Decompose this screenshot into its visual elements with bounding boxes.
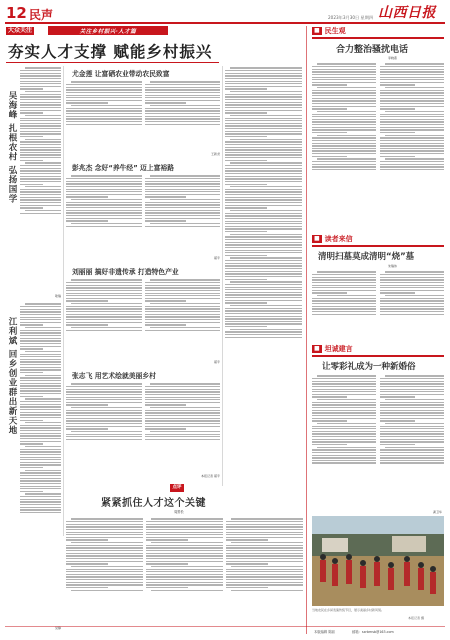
section-header-reader-letter xyxy=(312,234,353,243)
article-author: 本报记者 郝辛 xyxy=(201,474,220,478)
page-divider xyxy=(306,26,307,634)
comment-tag: 点评 xyxy=(170,484,184,492)
side-article-title: 吴海峰 扎根农村 弘扬国学 xyxy=(7,91,17,204)
comment-author: 周景松 xyxy=(174,510,184,514)
ribbon-text: 关注乡村振兴·人才篇 xyxy=(79,28,137,35)
article-liu-lili xyxy=(66,264,220,364)
section-header-advice xyxy=(312,344,353,353)
section-tag: ■ xyxy=(314,234,320,242)
article-title: 张志飞 用艺术绘就美丽乡村 xyxy=(72,372,156,380)
comment-body xyxy=(66,517,143,630)
news-photo xyxy=(312,516,444,606)
masthead-logo: 山西日报 xyxy=(378,5,436,21)
editor-line: 本版编辑 陈丽 xyxy=(314,630,335,634)
comment-body xyxy=(226,517,303,630)
article-yu-jinlian xyxy=(66,66,220,156)
section-title: 读者来信 xyxy=(324,234,353,243)
side-article-2 xyxy=(6,302,61,632)
section-tag: 大众关注 xyxy=(8,26,33,34)
article-body xyxy=(145,382,220,472)
article-title: 让零彩礼成为一种新婚俗 xyxy=(322,362,416,372)
photo-caption: 当地农民在乡间表演传统节目，展示美丽乡村新风貌。 xyxy=(312,608,385,612)
article-author: 郝辛 xyxy=(213,256,220,260)
comment-body xyxy=(146,517,223,630)
article-body xyxy=(66,174,142,254)
article-title: 清明扫墓莫成清明“烧”墓 xyxy=(318,252,415,262)
article-body xyxy=(145,174,220,254)
article-body xyxy=(66,382,142,472)
comment-title: 紧紧抓住人才这个关键 xyxy=(101,498,206,509)
section-tag: ■ xyxy=(314,26,320,34)
article-author: 王新尧 xyxy=(210,152,220,156)
article-body xyxy=(380,62,444,228)
section-rule xyxy=(312,37,444,39)
header-rule xyxy=(5,22,445,24)
contact-line: 邮箱：sxrbmsb@163.com xyxy=(352,630,394,634)
section-header-public-focus xyxy=(6,26,34,35)
article-body xyxy=(225,66,302,480)
article-peng-zhaojie xyxy=(66,160,220,260)
side-article-author: 吴静 xyxy=(54,626,61,630)
article-body xyxy=(20,302,61,624)
article-author: 郝辛 xyxy=(213,360,220,364)
section-title: 民生观 xyxy=(324,26,346,35)
headline-rule xyxy=(6,62,219,63)
article-body xyxy=(66,278,142,358)
article-body xyxy=(312,374,376,510)
article-title: 刘丽丽 搞好非遗传承 打造特色产业 xyxy=(72,268,179,276)
article-title: 合力整治骚扰电话 xyxy=(336,45,409,55)
article-body xyxy=(66,80,142,150)
footer-rule xyxy=(5,626,445,627)
article-body xyxy=(145,80,220,150)
page-headline: 夯实人才支撑 赋能乡村振兴 xyxy=(8,43,213,61)
section-rule xyxy=(312,245,444,247)
article-zhang-zhifei xyxy=(66,368,220,478)
column-divider xyxy=(222,66,223,486)
section-header-minsheng xyxy=(312,26,346,35)
article-title: 尤金莲 让富硒农业带动农民致富 xyxy=(72,70,170,78)
side-article-title: 江利斌 回乡创业群出新天地 xyxy=(7,317,17,435)
topic-ribbon xyxy=(48,26,168,35)
article-body xyxy=(380,270,444,340)
section-tag: ■ xyxy=(314,344,320,352)
page-number: 12 xyxy=(6,4,27,22)
section-name: 民声 xyxy=(29,8,54,22)
article-body xyxy=(20,66,61,292)
article-title: 彭兆杰 念好“养牛经” 迈上富裕路 xyxy=(72,164,175,172)
column-divider xyxy=(63,66,64,536)
article-body xyxy=(380,374,444,510)
article-body xyxy=(145,278,220,358)
comment-block xyxy=(66,484,304,634)
article-body xyxy=(312,62,376,228)
photo-credit: 本报记者 摄 xyxy=(408,616,424,620)
article-body xyxy=(312,270,376,340)
article-author: 朱瑞伟 xyxy=(388,264,398,268)
photo-performers xyxy=(312,516,444,606)
section-title: 坦诚建言 xyxy=(324,344,353,353)
issue-date: 2023年3月30日 星期四 xyxy=(328,15,374,20)
article-author: 龚卫华 xyxy=(432,510,442,514)
side-article-author: 耿瑞 xyxy=(54,294,61,298)
section-rule xyxy=(312,355,444,357)
side-article-1 xyxy=(6,66,61,296)
article-author: 李晓燕 xyxy=(388,56,398,60)
